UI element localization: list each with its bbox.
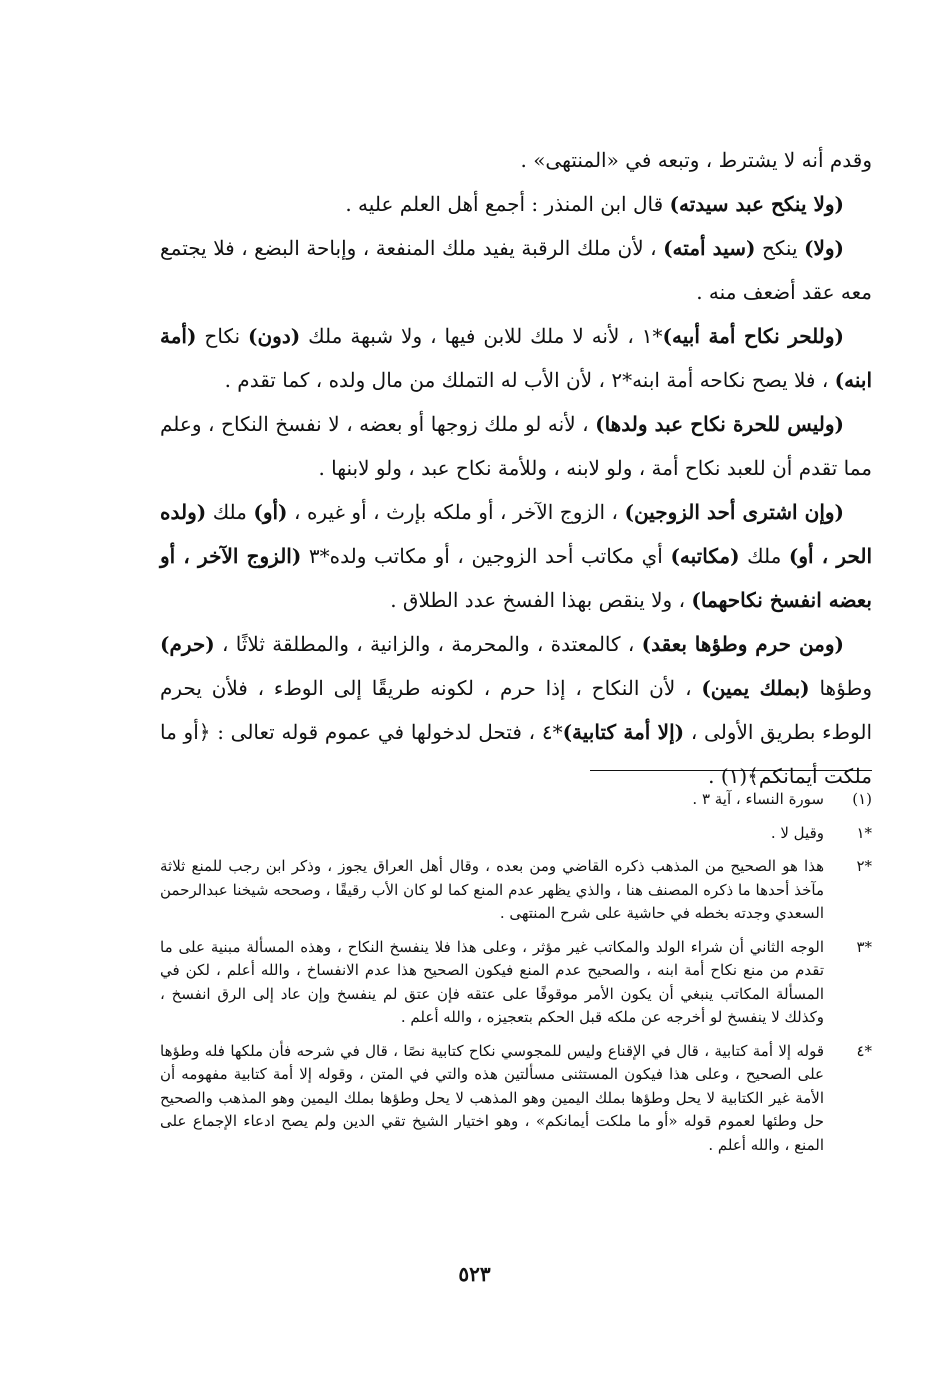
sharh-text: ، كالمعتدة ، والمحرمة ، والزانية ، والمطلقة ثلاثًا ، bbox=[214, 632, 642, 656]
main-text bbox=[160, 138, 872, 798]
footnotes bbox=[160, 788, 872, 1167]
matn-text: (وللحر نكاح أمة أبيه) bbox=[662, 324, 844, 348]
sharh-text: ، لأنه لو ملك زوجها أو بعضه ، لا نفسخ النكاح ، وعلم مما تقدم أن للعبد نكاح أمة ، ولو لابنه ، وللأمة نكاح عبد ، ولو لابنها . bbox=[160, 412, 872, 480]
paragraph bbox=[160, 490, 872, 622]
footnote-text: سورة النساء ، آية ٣ . bbox=[692, 790, 824, 808]
footnote-text: قوله إلا أمة كتابية ، قال في الإقناع وليس للمجوسي نكاح كتابية نصًا ، قال في شرحه فأن ملكها فله وطؤها على الصحيح ، وعلى هذا فيكون المستثنى مسألتين هذه والتي في المتن ، وقوله إلا أمة كتابية مفهومه أن الأمة غير الكتابية لا يحل وطؤها بملك اليمين وهو المذهب لا يحل وطؤها بملك اليمين وهو المذهب والصحيح حل وطئها لعموم قوله «أو ما ملكت أيمانكم» ، وهو اختيار الشيخ تقي الدين ولم يصح ادعاء الإجماع على المنع ، والله أعلم . bbox=[160, 1041, 824, 1154]
matn-text: (أو) bbox=[253, 500, 288, 524]
paragraph bbox=[160, 314, 872, 402]
footnote bbox=[160, 788, 872, 812]
sharh-text: ، ولا ينقص بهذا الفسخ عدد الطلاق . bbox=[390, 588, 692, 612]
footnote bbox=[160, 822, 872, 846]
matn-text: (ومن حرم وطؤها بعقد) bbox=[641, 632, 845, 656]
sharh-text: ينكح bbox=[755, 236, 804, 260]
footnote-mark: *١ bbox=[856, 823, 872, 842]
footnote-mark: (١) bbox=[852, 790, 872, 808]
paragraph bbox=[160, 226, 872, 314]
sharh-text: قال ابن المنذر : أجمع أهل العلم عليه . bbox=[345, 192, 670, 216]
paragraph bbox=[160, 138, 872, 182]
sharh-text: *١ ، لأنه لا ملك للابن فيها ، ولا شبهة ملك bbox=[300, 324, 663, 348]
matn-text: (ولا ينكح عبد سيدته) bbox=[669, 192, 844, 216]
sharh-text: وطؤها bbox=[809, 676, 872, 700]
footnote-text: وقيل لا . bbox=[770, 823, 824, 842]
footnote-text: الوجه الثاني أن شراء الولد والمكاتب غير مؤثر ، وعلى هذا فلا ينفسخ النكاح ، وهذه المسألة مبنية على ما تقدم من منع نكاح أمة ابنه ، والصحيح عدم المنع فيكون الصحيح هذا عدم الانفساخ ، والله أعلم ، لكن في المسألة المكاتب ينبغي أن يكون الأمر موقوفًا على عتقه فإن عتق لم ينفسخ وإن عاد إلى الرق انفسخ ، وكذلك لا ينفسخ لو أخرجه عن ملكه قبل الحكم بتعجيزه ، والله أعلم . bbox=[160, 937, 824, 1026]
matn-text: (أمة ابنه) bbox=[160, 324, 872, 392]
sharh-text: أي مكاتب أحد الزوجين ، أو مكاتب ولده*٣ bbox=[301, 544, 671, 568]
matn-text: (وليس للحرة نكاح عبد ولدها) bbox=[595, 412, 844, 436]
paragraph bbox=[160, 182, 872, 226]
sharh-text: ، لأن ملك الرقبة يفيد ملك المنفعة ، وإباحة البضع ، فلا يجتمع معه عقد أضعف منه . bbox=[160, 236, 872, 304]
footnote-text: هذا هو الصحيح من المذهب ذكره القاضي ومن بعده ، وقال أهل العراق يجوز ، وذكر ابن رجب للمنع ثلاثة مآخذ أحدها ما ذكره المصنف هنا ، والذي يظهر عدم المنع كما لو كان الأب رقيقًا ، وصححه شيخنا عبدالرحمن السعدي وجدته بخطه في حاشية على شرح المنتهى . bbox=[160, 857, 824, 922]
matn-text: (ولده الحر ، أو) bbox=[160, 500, 873, 568]
matn-text: (ولا) bbox=[804, 236, 844, 260]
matn-text: (مكاتبه) bbox=[670, 544, 740, 568]
page-number: ٥٢٣ bbox=[458, 1262, 491, 1286]
paragraph bbox=[160, 622, 872, 798]
footnote bbox=[160, 1040, 872, 1158]
footnote-mark: *٤ bbox=[856, 1041, 872, 1060]
matn-text: (سيد أمته) bbox=[663, 236, 756, 260]
matn-text: (وإن اشترى أحد الزوجين) bbox=[624, 500, 845, 524]
matn-text: (حرم) bbox=[160, 632, 215, 656]
sharh-text: *٤ ، فتحل لدخولها في عموم قوله تعالى : ﴿أو ما ملكت أيمانكم﴾(١) . bbox=[160, 720, 872, 788]
sharh-text: ، الزوج الآخر ، أو ملكه بإرث ، أو غيره ، bbox=[287, 500, 625, 524]
footnote-separator bbox=[590, 770, 872, 771]
paragraph bbox=[160, 402, 872, 490]
footnote-mark: *٢ bbox=[856, 857, 872, 875]
matn-text: (الزوج الآخر ، أو بعضه انفسخ نكاحهما) bbox=[160, 544, 872, 612]
footnote-mark: *٣ bbox=[856, 937, 872, 956]
sharh-text: ، فلا يصح نكاحه أمة ابنه*٢ ، لأن الأب له التملك من مال ولده ، كما تقدم . bbox=[224, 368, 835, 392]
footnote bbox=[160, 936, 872, 1030]
sharh-text: وقدم أنه لا يشترط ، وتبعه في «المنتهى» . bbox=[520, 148, 872, 172]
matn-text: (دون) bbox=[248, 324, 301, 348]
sharh-text: نكاح bbox=[196, 324, 249, 348]
matn-text: (بملك يمين) bbox=[701, 676, 810, 700]
sharh-text: ، لأن النكاح ، إذا حرم ، لكونه طريقًا إلى الوطء ، فلأن يحرم الوطء بطريق الأولى ، bbox=[160, 676, 873, 744]
matn-text: (إلا أمة كتابية) bbox=[562, 720, 685, 744]
footnote bbox=[160, 855, 872, 926]
sharh-text: ملك bbox=[739, 544, 789, 568]
sharh-text: ملك bbox=[206, 500, 254, 524]
